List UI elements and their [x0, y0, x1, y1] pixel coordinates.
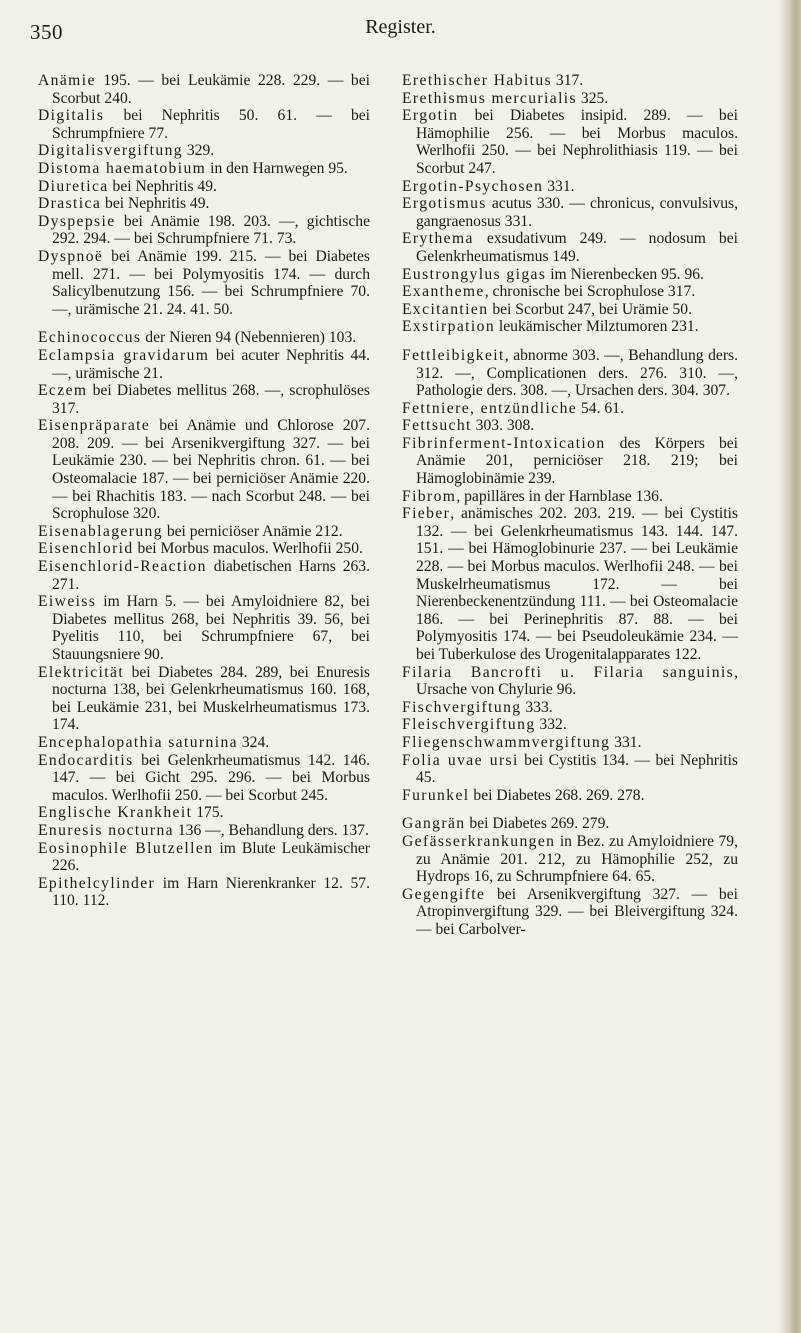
index-references: in Bez. zu Amyloidniere 79, zu Anämie 201. 212, zu Hämophilie 252, zu Hydrops 16, zu Schrumpfniere 64. 65. — [416, 832, 738, 886]
index-entry — [402, 347, 738, 400]
index-entry — [38, 195, 370, 213]
index-headword: Furunkel — [402, 786, 470, 804]
page-edge-shadow — [779, 0, 801, 1333]
index-entry — [38, 734, 370, 752]
index-headword: Eustrongylus gigas — [402, 265, 547, 283]
index-references: bei Anämie 199. 215. — bei Diabetes mell. 271. — bei Polymyositis 174. — durch Salicylbenutzung 156. — bei Schrumpfniere 70. —, urämische 21. 24. 41. 50. — [52, 247, 370, 318]
index-entry — [402, 488, 738, 506]
index-references: bei Gelenkrheumatismus 142. 146. 147. — bei Gicht 295. 296. — bei Morbus maculos. Werlhofii 250. — bei Scorbut 245. — [52, 751, 370, 804]
index-headword: Filaria Bancrofti u. Filaria sanguinis — [402, 663, 735, 681]
index-entry — [38, 840, 370, 875]
index-entry — [402, 435, 738, 488]
index-headword: Eisenablagerung — [38, 522, 163, 540]
index-headword: Erethismus mercurialis — [402, 89, 578, 107]
index-entry — [402, 833, 738, 886]
index-headword: Endocarditis — [38, 751, 134, 769]
index-entry — [402, 72, 738, 90]
index-entry — [38, 540, 370, 558]
index-references: in den Harnwegen 95. — [206, 159, 348, 177]
index-references: bei Diabetes 268. 269. 278. — [469, 786, 645, 804]
index-headword: Elektricität — [38, 663, 125, 681]
index-references: bei perniciöser Anämie 212. — [162, 522, 343, 540]
index-headword: Fibrom — [402, 487, 457, 505]
index-headword: Gegengifte — [402, 885, 486, 903]
index-headword: Diuretica — [38, 177, 109, 195]
index-entry — [402, 815, 738, 833]
index-references: bei Diabetes mellitus 268. —, scrophulöses 317. — [52, 382, 370, 417]
index-entry — [402, 266, 738, 284]
index-entry — [38, 523, 370, 541]
index-headword: Digitalisvergiftung — [38, 142, 183, 160]
index-references: bei Nephritis 49. — [108, 177, 217, 195]
index-entry — [402, 752, 738, 787]
index-headword: Eisenchlorid-Reaction — [38, 558, 207, 576]
index-entry — [402, 886, 738, 939]
index-headword: Eclampsia gravidarum — [38, 346, 210, 364]
index-entry — [38, 417, 370, 523]
index-references: bei Scorbut 247, bei Urämie 50. — [488, 300, 692, 318]
index-references: 195. — bei Leukämie 228. 229. — bei Scorbut 240. — [52, 72, 370, 107]
index-headword: Dyspnoë — [38, 247, 104, 265]
index-references: bei Arsenikvergiftung 327. — bei Atropinvergiftung 329. — bei Bleivergiftung 324. — bei Carbolver- — [416, 885, 738, 938]
index-references: , anämisches 202. 203. 219. — bei Cystitis 132. — bei Gelenkrheumatismus 143. 144. 147. 151. — bei Hämoglobinurie 237. — bei Leukämie 228. — bei Morbus maculos. Werlhofii 248. — bei Muskelrheumatismus 172. — bei Nierenbeckenentzündung 111. — bei Osteomalacie 186. — bei Perinephritis 87. 88. — bei Polymyositis 174. — bei Pseudoleukämie 234. — bei Tuberkulose des Urogenitalapparates 122. — [416, 505, 738, 663]
index-references: bei Diabetes 269. 279. — [465, 815, 610, 833]
index-references: bei Anämie 198. 203. —, gichtische 292. 294. — bei Schrumpfniere 71. 73. — [52, 212, 370, 248]
index-entry — [402, 107, 738, 177]
index-references: 331. — [610, 733, 642, 751]
index-references: bei Diabetes insipid. 289. — bei Hämophilie 256. — bei Morbus maculos. Werlhofii 250. — bei Nephrolithiasis 119. — bei Scorbut 247. — [416, 107, 738, 177]
index-references: bei Diabetes 284. 289, bei Enuresis nocturna 138, bei Gelenkrheumatismus 160. 168, bei Leukämie 231, bei Muskelrheumatismus 173. 174. — [52, 663, 370, 734]
index-headword: Exantheme — [402, 283, 485, 301]
index-entry — [38, 107, 370, 142]
page-number: 350 — [30, 20, 63, 44]
index-references: im Harn 5. — bei Amyloidniere 82, bei Diabetes mellitus 268, bei Nephritis 39. 56, bei Pyelitis 110, bei Schrumpfniere 67, bei Stauungsniere 90. — [52, 593, 370, 663]
index-headword: Eiweiss — [38, 593, 97, 611]
index-headword: Eosinophile Blutzellen — [38, 839, 214, 857]
index-entry — [38, 822, 370, 840]
index-references: des Körpers bei Anämie 201, perniciöser 218. 219; bei Hämoglobinämie 239. — [416, 434, 738, 488]
index-headword: Fliegenschwammvergiftung — [402, 733, 611, 751]
index-references: 331. — [543, 177, 575, 195]
index-entry — [402, 283, 738, 301]
index-entry — [402, 505, 738, 663]
index-entry — [38, 142, 370, 160]
index-headword: Eisenpräparate — [38, 417, 151, 435]
index-entry — [38, 804, 370, 822]
index-references: im Harn Nierenkranker 12. 57. 110. 112. — [52, 874, 370, 910]
index-entry — [402, 90, 738, 108]
index-references: , Ursache von Chylurie 96. — [416, 663, 738, 699]
index-headword: Eisenchlorid — [38, 540, 134, 558]
index-references: 325. — [577, 89, 609, 107]
index-references: 136 —, Behandlung ders. 137. — [173, 821, 369, 839]
index-entry — [402, 195, 738, 230]
index-entry — [402, 230, 738, 265]
index-references: 333. — [521, 698, 553, 716]
index-entry — [402, 417, 738, 435]
index-headword: Fischvergiftung — [402, 698, 522, 716]
index-headword: Ergotin — [402, 107, 459, 125]
index-headword: Echinococcus — [38, 329, 142, 347]
index-headword: Enuresis nocturna — [38, 821, 174, 839]
index-headword: Drastica — [38, 195, 102, 213]
index-entry — [402, 400, 738, 418]
index-references: bei Cystitis 134. — bei Nephritis 45. — [416, 751, 738, 787]
index-references: der Nieren 94 (Nebennieren) 103. — [141, 329, 357, 347]
index-headword: Fibrinferment-Intoxication — [402, 434, 606, 452]
index-references: 332. — [535, 716, 567, 734]
index-references: bei Anämie und Chlorose 207. 208. 209. — bei Arsenikvergiftung 327. — bei Leukämie 230. — bei Nephritis chron. 61. — bei Osteomalacie 187. — bei perniciöser Anämie 220. — bei Rhachitis 183. — nach Scorbut 248. — bei Scrophulose 320. — [52, 417, 370, 523]
index-references: 54. 61. — [577, 399, 624, 417]
index-references: im Nierenbecken 95. 96. — [546, 265, 704, 283]
index-headword: Dyspepsie — [38, 212, 116, 230]
index-headword: Eczem — [38, 382, 88, 400]
index-entry — [38, 382, 370, 417]
index-headword: Erythema — [402, 230, 474, 248]
index-entry — [402, 301, 738, 319]
index-headword: Gangrän — [402, 815, 466, 833]
index-entry — [38, 752, 370, 805]
index-references: im Blute Leukämischer 226. — [52, 839, 370, 875]
index-entry — [402, 664, 738, 699]
index-references: leukämischer Milztumoren 231. — [495, 318, 699, 336]
index-entry — [38, 160, 370, 178]
index-headword: Ergotin-Psychosen — [402, 177, 544, 195]
index-references: bei Nephritis 50. 61. — bei Schrumpfniere 77. — [52, 107, 370, 142]
index-headword: Erethischer Habitus — [402, 72, 553, 89]
running-head: Register. — [365, 16, 436, 38]
index-headword: Excitantien — [402, 300, 489, 318]
index-headword: Fettniere, entzündliche — [402, 399, 578, 417]
index-entry — [38, 875, 370, 910]
index-entry — [38, 664, 370, 734]
index-headword: Exstirpation — [402, 318, 496, 336]
index-entry — [38, 248, 370, 318]
index-headword: Anämie — [38, 72, 96, 89]
index-entry — [402, 318, 738, 336]
index-entry — [402, 699, 738, 717]
index-headword: Gefässerkrankungen — [402, 832, 556, 850]
index-references: bei Nephritis 49. — [101, 195, 210, 213]
index-references: exsudativum 249. — nodosum bei Gelenkrheumatismus 149. — [416, 230, 738, 265]
index-references: acutus 330. — chronicus, convulsivus, gangraenosus 331. — [416, 195, 738, 230]
index-entry — [38, 329, 370, 347]
index-references: , papilläres in der Harnblase 136. — [456, 487, 663, 505]
index-references: , chronische bei Scrophulose 317. — [484, 283, 696, 301]
index-entry — [38, 72, 370, 107]
index-references: 324. — [237, 733, 270, 751]
index-headword: Encephalopathia saturnina — [38, 733, 238, 751]
index-references: bei acuter Nephritis 44. —, urämische 21. — [52, 346, 370, 382]
index-references: 317. — [552, 72, 584, 89]
index-entry — [38, 347, 370, 382]
index-headword: Fleischvergiftung — [402, 716, 536, 734]
index-column-left — [38, 72, 370, 910]
index-headword: Englische Krankheit — [38, 804, 193, 822]
index-headword: Epithelcylinder — [38, 874, 156, 892]
index-references: 175. — [192, 804, 224, 822]
index-headword: Distoma haematobium — [38, 159, 207, 177]
index-entry — [38, 558, 370, 593]
index-references: diabetischen Harns 263. 271. — [52, 558, 370, 593]
index-entry — [402, 734, 738, 752]
index-references: 303. 308. — [471, 417, 535, 435]
index-references: bei Morbus maculos. Werlhofii 250. — [133, 540, 363, 558]
index-entry — [402, 716, 738, 734]
index-references: , abnorme 303. —, Behandlung ders. 312. —, Complicationen ders. 276. 310. —, Pathologie ders. 308. —, Ursachen ders. 304. 307. — [416, 346, 738, 400]
index-entry — [402, 787, 738, 805]
index-column-right — [402, 72, 738, 939]
index-entry — [38, 213, 370, 248]
index-headword: Fettleibigkeit — [402, 346, 505, 364]
index-headword: Folia uvae ursi — [402, 751, 519, 769]
index-headword: Fettsucht — [402, 417, 472, 435]
index-entry — [38, 178, 370, 196]
index-headword: Digitalis — [38, 107, 105, 125]
index-entry — [402, 178, 738, 196]
index-headword: Ergotismus — [402, 195, 487, 213]
index-entry — [38, 593, 370, 663]
index-headword: Fieber — [402, 505, 451, 523]
index-references: 329. — [182, 142, 215, 160]
